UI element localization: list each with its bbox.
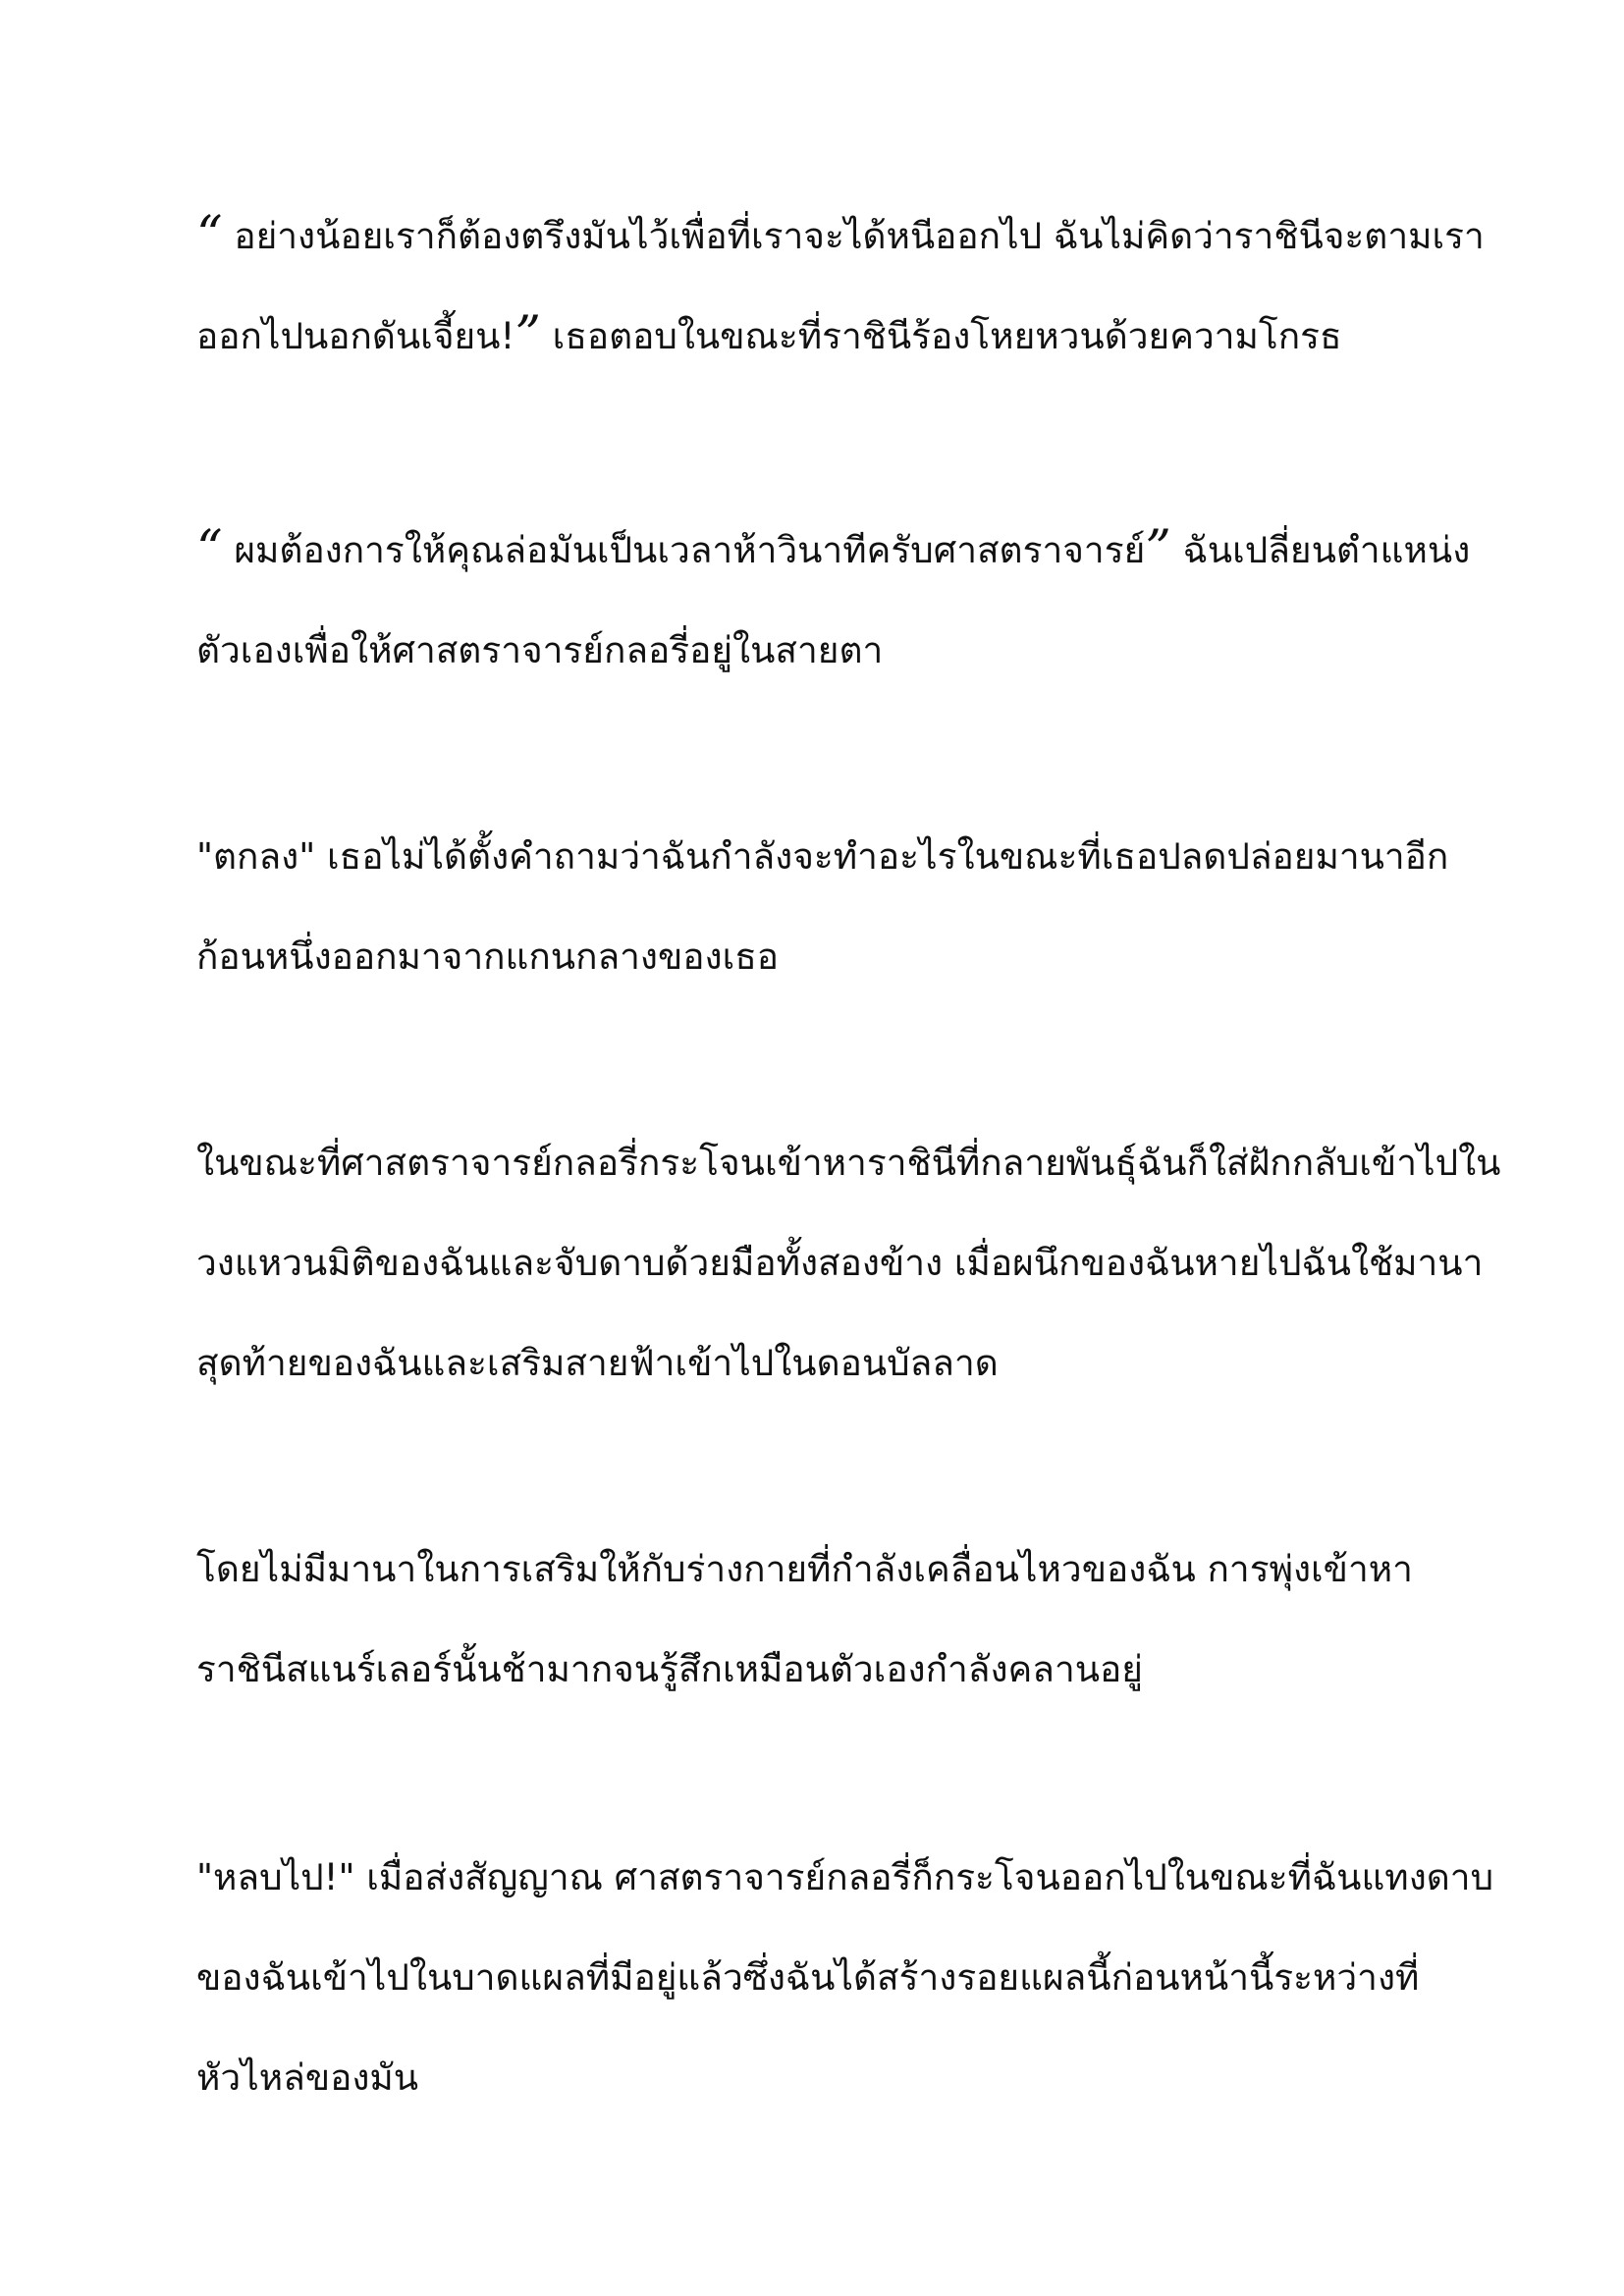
paragraph-5 [196,1520,1473,1720]
close-quote-mark: ” [1145,520,1171,579]
line-text: อย่างน้อยเราก็ต้องตรึงมันไว้เพื่อที่เราจะได้หนีออกไป ฉันไม่คิดว่าราชินีจะตามเรา [222,215,1485,257]
paragraph-line [196,807,1473,907]
paragraph-line [196,1928,1473,2028]
line-text: "หลบไป!" เมื่อส่งสัญญาณ ศาสตราจารย์กลอรี่ก็กระโจนออกไปในขณะที่ฉันแทงดาบ [196,1856,1494,1898]
paragraph-line [196,601,1473,701]
paragraph-4 [196,1113,1501,1414]
paragraph-line [196,187,1485,287]
line-text: ราชินีสแนร์เลอร์นั้นช้ามากจนรู้สึกเหมือนตัวเองกำลังคลานอยู่ [196,1648,1143,1690]
line-text-tail: เธอตอบในขณะที่ราชินีร้องโหยหวนด้วยความโกรธ [540,315,1342,357]
paragraph-line [196,1620,1473,1720]
line-text: ออกไปนอกดันเจี้ยน! [196,315,515,357]
paragraph-3 [196,807,1473,1007]
line-text: โดยไม่มีมานาในการเสริมให้กับร่างกายที่กำลังเคลื่อนไหวของฉัน การพุ่งเข้าหา [196,1548,1413,1590]
line-text: ของฉันเข้าไปในบาดแผลที่มีอยู่แล้วซึ่งฉันได้สร้างรอยแผลนี้ก่อนหน้านี้ระหว่างที่ [196,1956,1420,1999]
paragraph-2 [196,501,1473,701]
paragraph-line [196,907,1473,1007]
line-text: วงแหวนมิติของฉันและจับดาบด้วยมือทั้งสองข้าง เมื่อผนึกของฉันหายไปฉันใช้มานา [196,1242,1484,1284]
line-text: หัวไหล่ของมัน [196,2056,419,2099]
open-quote-mark: “ [196,520,223,579]
paragraph-line [196,1313,1473,1414]
paragraph-line [196,287,1473,387]
paragraph-line [196,2028,1473,2128]
paragraph-line [196,1520,1473,1620]
paragraph-1 [196,187,1485,387]
paragraph-6 [196,1828,1494,2128]
paragraph-line [196,1213,1484,1313]
paragraph-line [196,501,1473,601]
line-text-tail: ฉันเปลี่ยนตำแหน่ง [1170,529,1471,571]
open-quote-mark: “ [196,206,223,265]
close-quote-mark: ” [514,306,541,365]
line-text: "ตกลง" เธอไม่ได้ตั้งคำถามว่าฉันกำลังจะทำอะไรในขณะที่เธอปลดปล่อยมานาอีก [196,835,1449,878]
line-text: ตัวเองเพื่อให้ศาสตราจารย์กลอรี่อยู่ในสายตา [196,629,884,671]
line-text: สุดท้ายของฉันและเสริมสายฟ้าเข้าไปในดอนบัลลาด [196,1342,999,1384]
line-text: ในขณะที่ศาสตราจารย์กลอรี่กระโจนเข้าหาราชินีที่กลายพันธุ์ฉันก็ใส่ฝักกลับเข้าไปใน [196,1142,1501,1184]
line-text: ผมต้องการให้คุณล่อมันเป็นเวลาห้าวินาทีครับศาสตราจารย์ [222,529,1146,571]
line-text: ก้อนหนึ่งออกมาจากแกนกลางของเธอ [196,935,780,978]
paragraph-line [196,1113,1501,1213]
paragraph-line [196,1828,1494,1928]
